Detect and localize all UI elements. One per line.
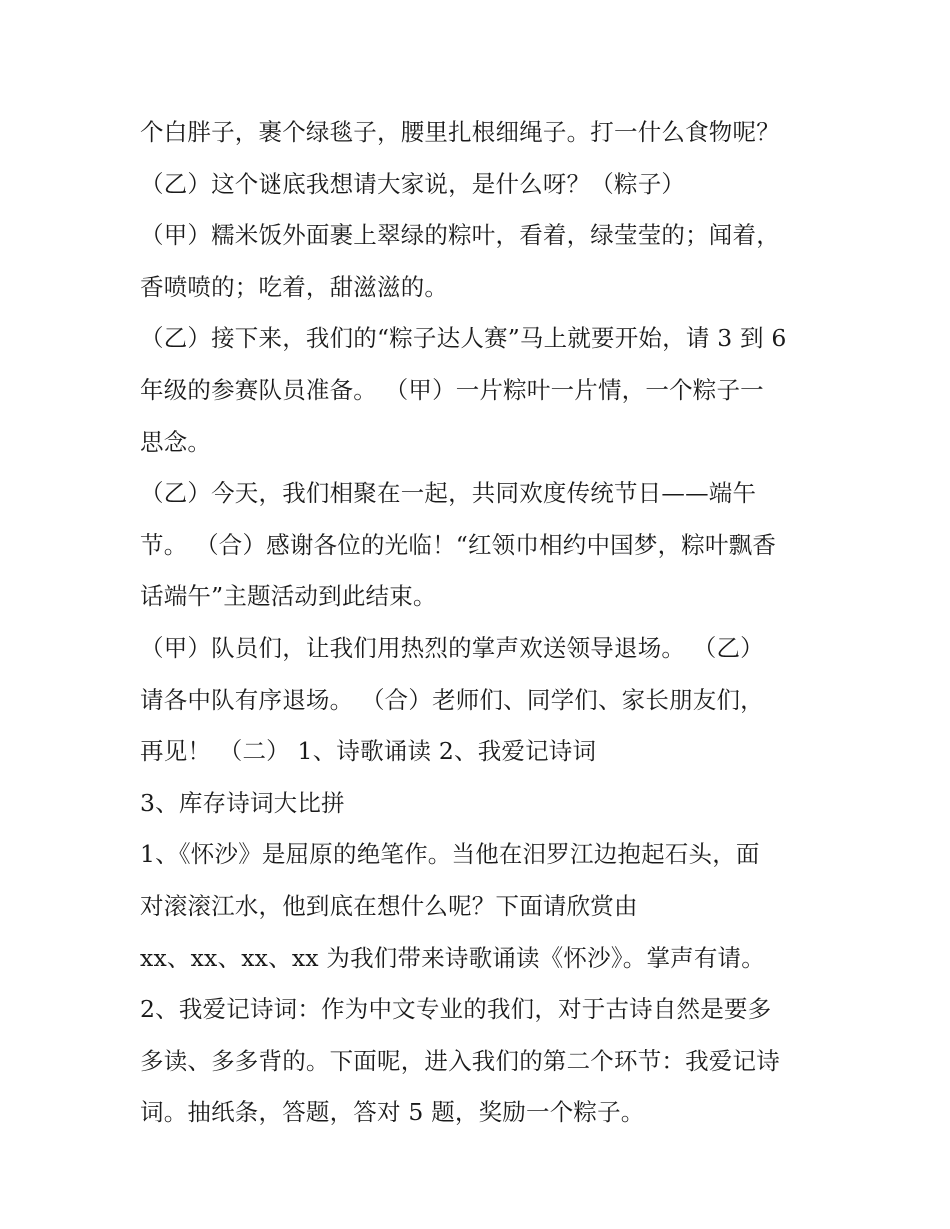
text-line: 3、库存诗词大比拼 (140, 788, 345, 817)
text-line: 个白胖子，裹个绿毯子，腰里扎根细绳子。打一什么食物呢？ (140, 118, 780, 146)
text-line: （乙）这个谜底我想请大家说，是什么呀？（粽子） (140, 169, 686, 198)
text-line: （甲）糯米饭外面裹上翠绿的粽叶，看着，绿莹莹的；闻着， (140, 221, 780, 250)
text-line: （甲）队员们，让我们用热烈的掌声欢送领导退场。 （乙） (140, 633, 764, 662)
text-line: xx、xx、xx、xx 为我们带来诗歌诵读《怀沙》。掌声有请。 (140, 943, 765, 972)
text-line: 节。 （合）感谢各位的光临！“红领巾相约中国梦，粽叶飘香 (140, 530, 777, 559)
text-line: 对滚滚江水，他到底在想什么呢？下面请欣赏由 (140, 891, 638, 920)
text-line: （乙）接下来，我们的“粽子达人赛”马上就要开始，请 3 到 6 (140, 324, 787, 353)
text-line: 多读、多多背的。下面呢，进入我们的第二个环节：我爱记诗 (140, 1046, 780, 1075)
text-line: 年级的参赛队员准备。 （甲）一片粽叶一片情，一个粽子一 (140, 375, 764, 404)
text-line: （乙）今天，我们相聚在一起，共同欢度传统节日——端午 (140, 479, 757, 508)
text-line: 1、《怀沙》是屈原的绝笔作。当他在汨罗江边抱起石头，面 (140, 840, 760, 869)
text-line: 话端午”主题活动到此结束。 (140, 582, 437, 611)
text-line: 请各中队有序退场。 （合）老师们、同学们、家长朋友们， (140, 685, 764, 714)
text-line: 再见！ （二） 1、诗歌诵读 2、我爱记诗词 (140, 737, 597, 766)
text-line: 词。抽纸条，答题，答对 5 题，奖励一个粽子。 (140, 1098, 645, 1127)
text-line: 思念。 (140, 427, 212, 456)
text-line: 2、我爱记诗词：作为中文专业的我们，对于古诗自然是要多 (140, 995, 772, 1024)
text-line: 香喷喷的；吃着，甜滋滋的。 (140, 272, 449, 301)
document-body (140, 107, 830, 1139)
